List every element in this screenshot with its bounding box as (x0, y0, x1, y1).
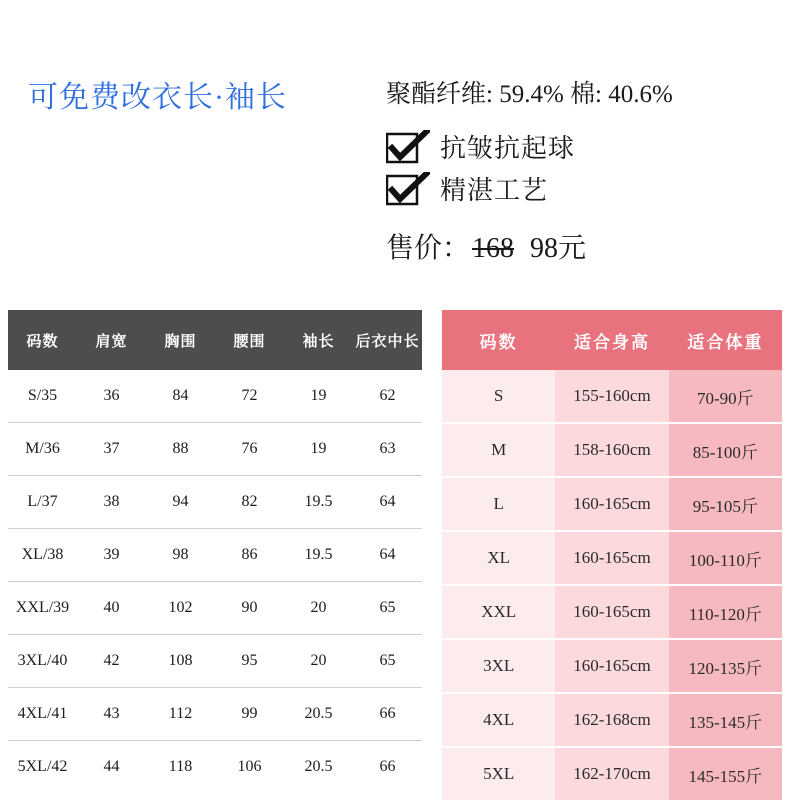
cell-sleeve: 20.5 (284, 688, 353, 741)
table-row (8, 635, 422, 688)
cell-bust: 84 (146, 370, 215, 423)
feature-row-craftsmanship (386, 170, 548, 207)
cell-sleeve: 19 (284, 423, 353, 476)
cell-size: 3XL (442, 639, 555, 693)
table-row (442, 639, 782, 693)
cell-bust: 112 (146, 688, 215, 741)
cell-height: 160-165cm (555, 477, 668, 531)
price-label: 售价： (386, 233, 471, 264)
cell-waist: 72 (215, 370, 284, 423)
cell-weight: 95-105斤 (669, 477, 782, 531)
cell-size: 4XL/41 (8, 688, 77, 741)
cell-height: 160-165cm (555, 531, 668, 585)
cell-size: M/36 (8, 423, 77, 476)
cell-sleeve: 19.5 (284, 476, 353, 529)
table-row (8, 423, 422, 476)
cell-sleeve: 19.5 (284, 529, 353, 582)
cell-size: XL (442, 531, 555, 585)
cell-shoulder: 36 (77, 370, 146, 423)
cell-size: L/37 (8, 476, 77, 529)
cell-size: XL/38 (8, 529, 77, 582)
original-price: 168 (472, 233, 515, 264)
measurement-table (8, 310, 422, 793)
column-header: 码数 (442, 310, 555, 370)
cell-weight: 100-110斤 (669, 531, 782, 585)
checkmark-icon (386, 130, 430, 164)
cell-height: 160-165cm (555, 585, 668, 639)
cell-bust: 98 (146, 529, 215, 582)
cell-bust: 102 (146, 582, 215, 635)
column-header: 码数 (8, 310, 77, 370)
cell-weight: 135-145斤 (669, 693, 782, 747)
cell-size: S (442, 370, 555, 423)
fit-table (442, 310, 782, 800)
feature-row-anti-wrinkle (386, 128, 575, 165)
cell-height: 160-165cm (555, 639, 668, 693)
table-row (442, 693, 782, 747)
cell-length: 66 (379, 758, 396, 775)
promo-banner (0, 0, 790, 300)
cell-shoulder: 38 (77, 476, 146, 529)
cell-sleeve: 19 (284, 370, 353, 423)
cell-bust: 94 (146, 476, 215, 529)
cell-length: 66 (353, 688, 422, 741)
column-header: 后衣中长 (353, 310, 422, 370)
cell-height: 162-170cm (555, 747, 668, 800)
cell-bust: 118 (168, 758, 193, 775)
cell-length: 65 (353, 582, 422, 635)
column-header: 适合身高 (555, 310, 668, 370)
cell-waist: 76 (215, 423, 284, 476)
cell-shoulder: 39 (77, 529, 146, 582)
table-row (8, 582, 422, 635)
feature-label: 抗皱抗起球 (440, 134, 576, 163)
cell-weight: 145-155斤 (669, 747, 782, 800)
table-row (8, 370, 422, 423)
table-row (442, 531, 782, 585)
cell-height: 162-168cm (555, 693, 668, 747)
cell-size: L (442, 477, 555, 531)
cell-sleeve: 20 (284, 582, 353, 635)
table-header-row (442, 310, 782, 370)
table-row (8, 741, 422, 794)
cell-shoulder: 42 (77, 635, 146, 688)
table-row (442, 585, 782, 639)
cell-size: 5XL (442, 747, 555, 800)
cell-sleeve: 20.5 (304, 758, 333, 775)
table-row (442, 370, 782, 423)
table-row (442, 747, 782, 800)
cell-waist: 82 (215, 476, 284, 529)
cell-shoulder: 37 (77, 423, 146, 476)
column-header: 适合体重 (669, 310, 782, 370)
cell-size: XXL/39 (8, 582, 77, 635)
cell-length: 64 (353, 529, 422, 582)
cell-size: 5XL/42 (17, 758, 68, 775)
size-charts (0, 310, 790, 800)
table-row (8, 688, 422, 741)
cell-height: 155-160cm (555, 370, 668, 423)
checkmark-icon (386, 172, 430, 206)
table-row (8, 476, 422, 529)
cell-sleeve: 20 (284, 635, 353, 688)
cell-size: 3XL/40 (8, 635, 77, 688)
cell-length: 65 (353, 635, 422, 688)
cell-shoulder: 43 (77, 688, 146, 741)
cell-shoulder: 44 (103, 758, 120, 775)
column-header: 胸围 (146, 310, 215, 370)
cell-shoulder: 40 (77, 582, 146, 635)
price-row (386, 226, 586, 266)
cell-length: 62 (353, 370, 422, 423)
cell-waist: 106 (237, 758, 262, 775)
cell-waist: 86 (215, 529, 284, 582)
cell-weight: 85-100斤 (669, 423, 782, 477)
cell-height: 158-160cm (555, 423, 668, 477)
column-header: 袖长 (284, 310, 353, 370)
cell-waist: 99 (215, 688, 284, 741)
current-price: 98元 (530, 233, 587, 264)
material-composition: 聚酯纤维: 59.4% 棉: 40.6% (386, 81, 673, 108)
cell-size: XXL (442, 585, 555, 639)
cell-bust: 88 (146, 423, 215, 476)
cell-length: 63 (353, 423, 422, 476)
cell-size: M (442, 423, 555, 477)
table-row (8, 529, 422, 582)
cell-weight: 120-135斤 (669, 639, 782, 693)
fit-table-wrap (430, 310, 790, 800)
cell-weight: 110-120斤 (669, 585, 782, 639)
column-header: 腰围 (215, 310, 284, 370)
cell-waist: 95 (215, 635, 284, 688)
table-row (442, 423, 782, 477)
feature-label: 精湛工艺 (440, 176, 549, 205)
cell-bust: 108 (146, 635, 215, 688)
cell-size: 4XL (442, 693, 555, 747)
cell-length: 64 (353, 476, 422, 529)
column-header: 肩宽 (77, 310, 146, 370)
cell-waist: 90 (215, 582, 284, 635)
table-header-row (8, 310, 422, 370)
free-alteration-headline: 可免费改衣长·袖长 (28, 81, 287, 114)
cell-size: S/35 (8, 370, 77, 423)
cell-weight: 70-90斤 (669, 370, 782, 423)
table-row (442, 477, 782, 531)
measurement-table-wrap (0, 310, 430, 800)
